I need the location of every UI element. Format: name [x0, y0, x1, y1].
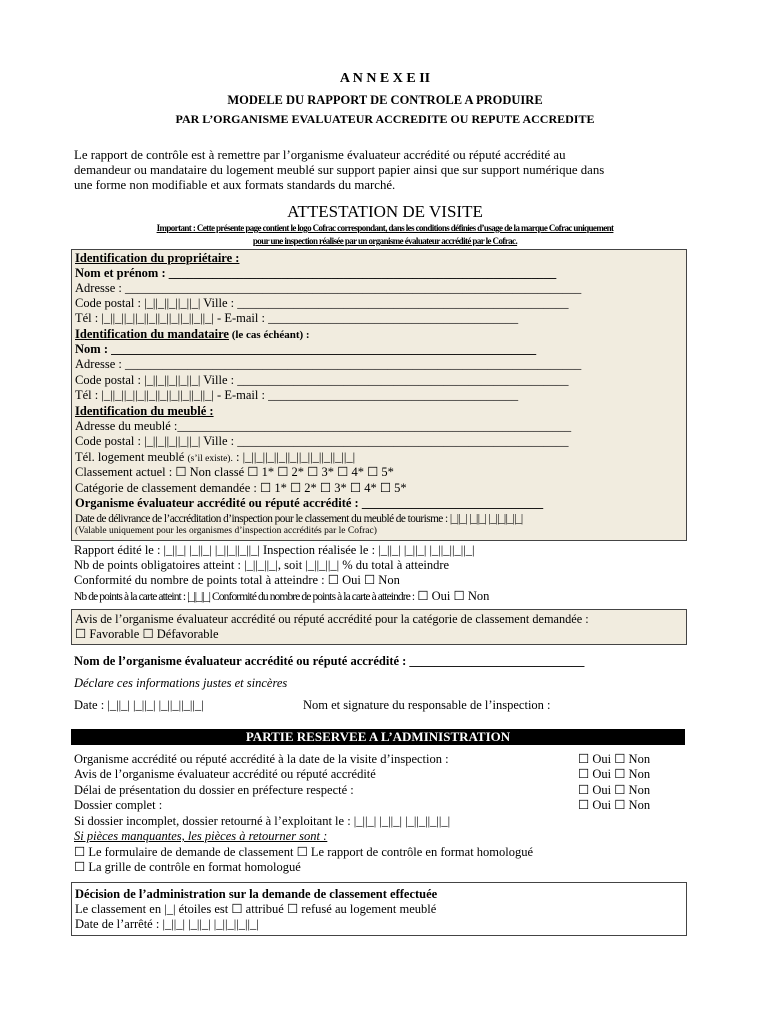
proprietaire-tel-field[interactable]: Tél : |_||_||_||_||_||_||_||_||_||_| - E-mail : ________________________________________ — [75, 311, 519, 325]
signature-date-field[interactable]: Date : |_||_| |_||_| |_||_||_||_| — [74, 698, 204, 712]
mandataire-adresse-field[interactable]: Adresse : _________________________________________________________________________ — [75, 357, 582, 371]
decision-heading: Décision de l’administration sur la demande de classement effectuée — [75, 887, 438, 901]
mandataire-nom-field[interactable]: Nom : ____________________________________________________________________ — [75, 342, 537, 356]
intro-line-3: une forme non modifiable et aux formats standards du marché. — [74, 178, 396, 192]
date-accreditation-field[interactable]: Date de délivrance de l’accréditation d’inspection pour le classement du meublé de tourisme : |_||_| |_||_| |_||_||_||_| — [75, 513, 523, 525]
intro-line-2: demandeur ou mandataire du logement meublé sur support papier ainsi que sur support numérique dans — [74, 163, 605, 177]
annex-title: A N N E X E II — [339, 71, 431, 86]
meuble-tel-note: (s’il existe). — [187, 454, 233, 464]
conformite-total-checkboxes[interactable]: Conformité du nombre de points total à atteindre : ☐ Oui ☐ Non — [74, 573, 400, 587]
meuble-tel-label: Tél. logement meublé — [75, 450, 188, 464]
proprietaire-heading: Identification du propriétaire : — [75, 251, 240, 265]
classement-decision-field[interactable]: Le classement en |_| étoiles est ☐ attribué ☐ refusé au logement meublé — [75, 902, 437, 916]
avis-checkboxes[interactable]: ☐ Favorable ☐ Défavorable — [75, 627, 219, 641]
pieces-checkboxes-2[interactable]: ☐ La grille de contrôle en format homologué — [74, 860, 301, 874]
attestation-title: ATTESTATION DE VISITE — [287, 202, 483, 221]
pieces-checkboxes-1[interactable]: ☐ Le formulaire de demande de classement ☐ Le rapport de contrôle en format homologué — [74, 845, 534, 859]
admin-row-options[interactable]: ☐ Oui ☐ Non — [578, 783, 651, 797]
meuble-code-postal-field[interactable]: Code postal : |_||_||_||_||_| Ville : _____________________________________________________ — [75, 434, 569, 448]
mandataire-tel-field[interactable]: Tél : |_||_||_||_||_||_||_||_||_||_| - E-mail : ________________________________________ — [75, 388, 519, 402]
classement-actuel-checkboxes[interactable]: Classement actuel : ☐ Non classé ☐ 1* ☐ 2* ☐ 3* ☐ 4* ☐ 5* — [75, 465, 394, 479]
proprietaire-nom-field[interactable]: Nom et prénom : ______________________________________________________________ — [75, 266, 557, 280]
organisme-evaluateur-field[interactable]: Organisme évaluateur accrédité ou réputé accrédité : _____________________________ — [75, 496, 544, 510]
avis-question: Avis de l’organisme évaluateur accrédité ou réputé accrédité pour la catégorie de classement demandée : — [75, 612, 589, 626]
points-carte-label: Nb de points à la carte atteint : |_||_||_| Conformité du nombre de points à la carte à atteindre : — [74, 591, 415, 603]
admin-row-label: Organisme accrédité ou réputé accrédité à la date de la visite d’inspection : — [74, 752, 449, 766]
admin-row-label: Avis de l’organisme évaluateur accrédité ou réputé accrédité — [74, 767, 376, 781]
points-carte-field[interactable] — [74, 589, 489, 605]
admin-row-options[interactable]: ☐ Oui ☐ Non — [578, 767, 651, 781]
mandataire-code-postal-field[interactable]: Code postal : |_||_||_||_||_| Ville : _____________________________________________________ — [75, 373, 569, 387]
important-note-line2: pour une inspection réalisée par un organisme évaluateur accrédité par le Cofrac. — [252, 236, 518, 246]
responsable-signature-label: Nom et signature du responsable de l’inspection : — [303, 698, 551, 712]
valable-note: (Valable uniquement pour les organismes d’inspection accrédités par le Cofrac) — [75, 526, 377, 536]
points-obligatoires-field[interactable]: Nb de points obligatoires atteint : |_||_||_|, soit |_||_||_| % du total à atteindre — [74, 558, 450, 572]
proprietaire-adresse-field[interactable]: Adresse : _________________________________________________________________________ — [75, 281, 582, 295]
rapport-dates-field[interactable]: Rapport édité le : |_||_| |_||_| |_||_||_||_| Inspection réalisée le : |_||_| |_||_| |_||_||_||_| — [74, 543, 475, 557]
mandataire-heading-note: (le cas échéant) : — [228, 329, 310, 341]
categorie-demandee-checkboxes[interactable]: Catégorie de classement demandée : ☐ 1* ☐ 2* ☐ 3* ☐ 4* ☐ 5* — [75, 481, 407, 495]
points-carte-options: ☐ Oui ☐ Non — [414, 589, 490, 603]
meuble-heading: Identification du meublé : — [75, 404, 214, 418]
nom-organisme-field[interactable]: Nom de l’organisme évaluateur accrédité ou réputé accrédité : ____________________________ — [74, 654, 585, 668]
document-title-line2: PAR L’ORGANISME EVALUATEUR ACCREDITE OU REPUTE ACCREDITE — [175, 112, 595, 126]
meuble-tel-boxes: : |_||_||_||_||_||_||_||_||_||_| — [232, 450, 356, 464]
admin-row-options[interactable]: ☐ Oui ☐ Non — [578, 798, 651, 812]
admin-row-options[interactable]: ☐ Oui ☐ Non — [578, 752, 651, 766]
intro-line-1: Le rapport de contrôle est à remettre par l’organisme évaluateur accrédité ou réputé accrédité au — [74, 148, 566, 162]
mandataire-heading-label: Identification du mandataire — [75, 327, 229, 341]
mandataire-heading — [75, 327, 310, 343]
dossier-incomplet-field[interactable]: Si dossier incomplet, dossier retourné à l’exploitant le : |_||_| |_||_| |_||_||_||_| — [74, 814, 451, 828]
document-title-line1: MODELE DU RAPPORT DE CONTROLE A PRODUIRE — [227, 93, 543, 107]
declaration-text: Déclare ces informations justes et sincères — [74, 676, 288, 690]
date-arrete-field[interactable]: Date de l’arrêté : |_||_| |_||_| |_||_||_||_| — [75, 917, 259, 931]
admin-row-label: Délai de présentation du dossier en préfecture respecté : — [74, 783, 354, 797]
admin-row-label: Dossier complet : — [74, 798, 163, 812]
proprietaire-code-postal-field[interactable]: Code postal : |_||_||_||_||_| Ville : _____________________________________________________ — [75, 296, 569, 310]
important-note-line1: Important : Cette présente page contient le logo Cofrac correspondant, dans les conditions définies d’usage de la marque Cofrac uniquement — [156, 223, 614, 233]
pieces-manquantes-heading: Si pièces manquantes, les pièces à retourner sont : — [74, 829, 328, 843]
administration-bar: PARTIE RESERVEE A L’ADMINISTRATION — [71, 729, 685, 745]
meuble-adresse-field[interactable]: Adresse du meublé :_______________________________________________________________ — [75, 419, 572, 433]
